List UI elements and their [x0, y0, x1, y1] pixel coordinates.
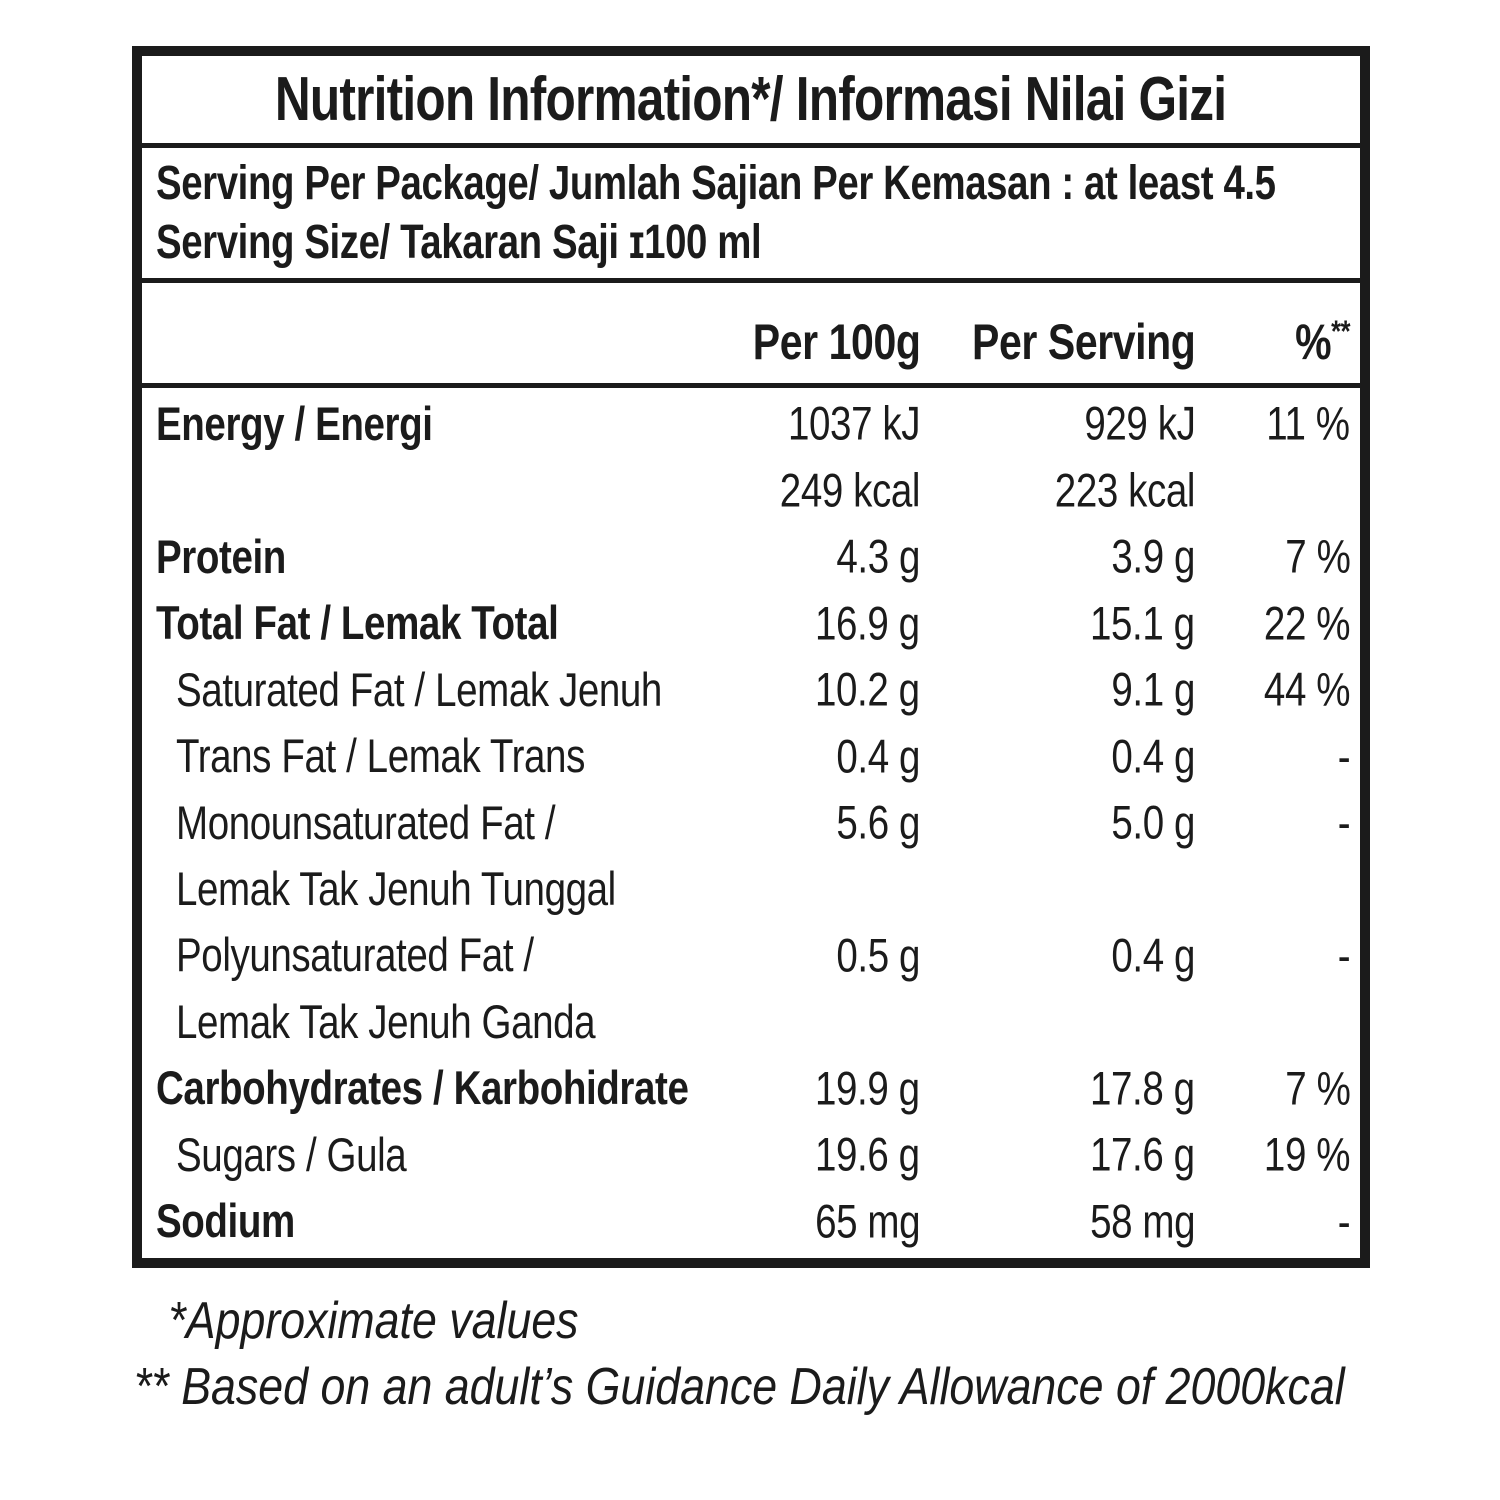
table-row: [142, 390, 1360, 456]
per-100g-value: 5.6 g: [836, 795, 920, 849]
serving-per-package-line: Serving Per Package/ Jumlah Sajian Per Kemasan : at least 4.5: [156, 157, 1276, 210]
per-100g-value: 4.3 g: [836, 529, 920, 583]
percent-symbol: %: [1294, 314, 1332, 370]
percent-value: 7 %: [1284, 1061, 1350, 1115]
per-serving-value: 15.1 g: [1090, 596, 1195, 650]
per-100g-value: 10.2 g: [815, 662, 920, 716]
row-label: Lemak Tak Jenuh Ganda: [176, 994, 596, 1048]
table-row: [142, 1055, 1360, 1121]
row-label: Monounsaturated Fat /: [176, 795, 556, 849]
footnote-guidance-daily-allowance: ** Based on an adult’s Guidance Daily Allowance of 2000kcal: [134, 1358, 1345, 1416]
row-label: Energy / Energi: [156, 396, 433, 450]
percent-value: -: [1337, 729, 1350, 783]
per-serving-value: 0.4 g: [1111, 729, 1195, 783]
percent-value: 19 %: [1263, 1127, 1350, 1181]
table-row: [142, 1188, 1360, 1254]
table-row: [142, 523, 1360, 589]
percent-value: -: [1337, 1194, 1350, 1248]
per-serving-value: 0.4 g: [1111, 928, 1195, 982]
table-row: [142, 789, 1360, 855]
column-header-per-100g: Per 100g: [752, 314, 920, 370]
percent-footnote-marker: **: [1331, 313, 1350, 349]
column-header-row: [142, 283, 1360, 388]
table-row: [142, 656, 1360, 722]
label-title-row: [142, 56, 1360, 148]
row-label: Total Fat / Lemak Total: [156, 596, 559, 650]
per-serving-value: 9.1 g: [1111, 662, 1195, 716]
per-100g-value: 0.4 g: [836, 729, 920, 783]
per-serving-value: 223 kcal: [1054, 463, 1195, 517]
table-row: [142, 988, 1360, 1054]
percent-value: 22 %: [1263, 596, 1350, 650]
per-100g-value: 249 kcal: [779, 463, 920, 517]
row-label: Saturated Fat / Lemak Jenuh: [176, 662, 662, 716]
footnotes: [134, 1288, 1500, 1420]
serving-info-block: [142, 148, 1360, 283]
column-header-percent: [1295, 313, 1350, 371]
per-serving-value: 3.9 g: [1111, 529, 1195, 583]
percent-value: 44 %: [1263, 662, 1350, 716]
row-label: Lemak Tak Jenuh Tunggal: [176, 862, 616, 916]
percent-value: -: [1337, 795, 1350, 849]
nutrient-rows: [142, 388, 1360, 1258]
per-100g-value: 65 mg: [814, 1194, 920, 1248]
per-serving-value: 17.6 g: [1090, 1127, 1195, 1181]
table-row: [142, 922, 1360, 988]
footnote-approximate-values: *Approximate values: [168, 1292, 579, 1350]
per-serving-value: 58 mg: [1089, 1194, 1195, 1248]
per-serving-value: 5.0 g: [1111, 795, 1195, 849]
label-title: Nutrition Information*/ Informasi Nilai Gizi: [275, 65, 1227, 134]
row-label: Protein: [156, 529, 286, 583]
per-serving-value: 929 kJ: [1083, 396, 1195, 450]
column-header-per-serving: Per Serving: [971, 314, 1195, 370]
table-row: [142, 722, 1360, 788]
percent-value: 11 %: [1266, 396, 1350, 450]
per-100g-value: 1037 kJ: [787, 396, 920, 450]
per-serving-value: 17.8 g: [1090, 1061, 1195, 1115]
row-label: Sodium: [156, 1194, 295, 1248]
percent-value: 7 %: [1284, 529, 1350, 583]
per-100g-value: 16.9 g: [815, 596, 920, 650]
row-label: Carbohydrates / Karbohidrate: [156, 1061, 689, 1115]
row-label: Sugars / Gula: [176, 1127, 407, 1181]
serving-size-line: Serving Size/ Takaran Saji ɪ100 ml: [156, 216, 762, 269]
per-100g-value: 19.6 g: [815, 1127, 920, 1181]
per-100g-value: 0.5 g: [836, 928, 920, 982]
percent-value: -: [1337, 928, 1350, 982]
row-label: Trans Fat / Lemak Trans: [176, 729, 585, 783]
table-row: [142, 855, 1360, 921]
table-row: [142, 589, 1360, 655]
table-row: [142, 456, 1360, 522]
per-100g-value: 19.9 g: [815, 1061, 920, 1115]
nutrition-label: [132, 46, 1370, 1268]
row-label: Polyunsaturated Fat /: [176, 928, 534, 982]
table-row: [142, 1121, 1360, 1187]
